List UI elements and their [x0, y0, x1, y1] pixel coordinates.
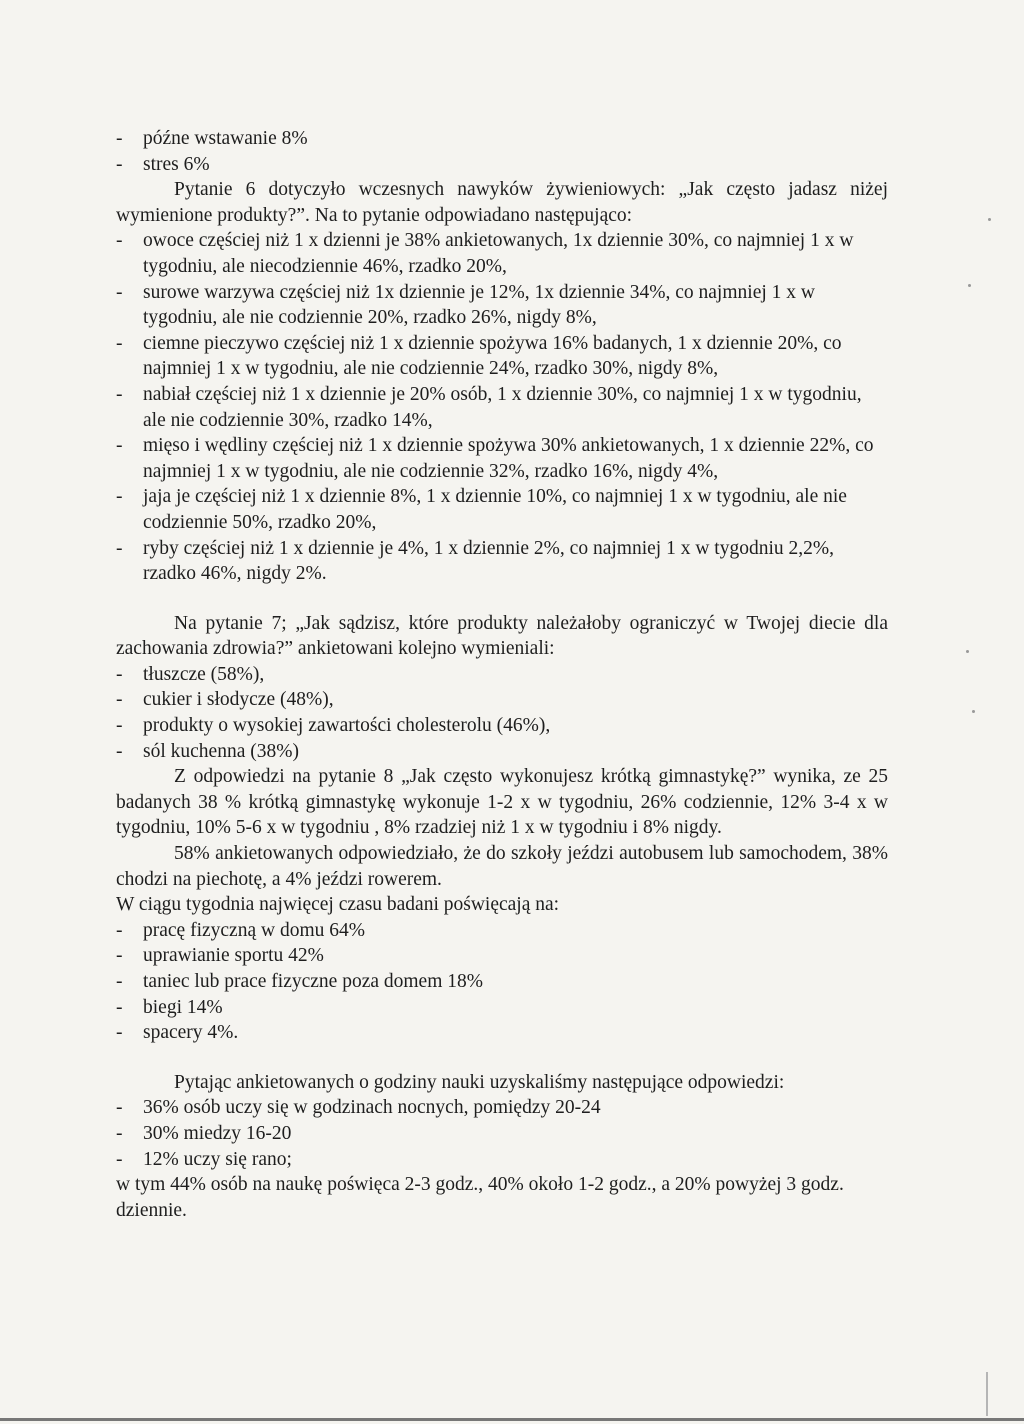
list-item — [116, 969, 888, 995]
scan-speck — [968, 284, 971, 287]
list-item — [116, 995, 888, 1021]
bullet-dash: - — [116, 1097, 123, 1119]
list-item — [116, 331, 888, 382]
list-item — [116, 1121, 888, 1147]
list-item-text: nabiał częściej niż 1 x dziennie je 20% osób, 1 x dziennie 30%, co najmniej 1 x w tygodniu, ale nie codziennie 30%, rzadko 14%, — [143, 383, 862, 431]
list-item-text: późne wstawanie 8% — [143, 128, 308, 149]
scan-bottom-edge — [0, 1418, 1024, 1421]
bullet-dash: - — [116, 1122, 123, 1144]
bullet-dash: - — [116, 919, 123, 941]
bullet-dash: - — [116, 663, 123, 685]
list-item — [116, 1095, 888, 1121]
paragraph-study-hours: Pytając ankietowanych o godziny nauki uzyskaliśmy następujące odpowiedzi: — [174, 1071, 785, 1093]
list-item-text: 36% osób uczy się w godzinach nocnych, pomiędzy 20-24 — [143, 1097, 601, 1119]
scan-edge-mark — [986, 1372, 988, 1416]
list-item-text: ciemne pieczywo częściej niż 1 x dziennie spożywa 16% badanych, 1 x dziennie 20%, co najmniej 1 x w tygodniu, ale nie codziennie 24%, rzadko 30%, nigdy 8%, — [143, 332, 842, 380]
paragraph-week-intro: W ciągu tygodnia najwięcej czasu badani poświęcają na: — [116, 894, 560, 916]
bullet-dash: - — [116, 537, 123, 559]
bullet-dash: - — [116, 486, 123, 508]
list-item-text: mięso i wędliny częściej niż 1 x dziennie spożywa 30% ankietowanych, 1 x dziennie 22%, co najmniej 1 x w tygodniu, ale nie codziennie 32%, rzadko 16%, nigdy 4%, — [143, 435, 874, 482]
bullet-dash: - — [116, 230, 123, 252]
list-item-text: tłuszcze (58%), — [143, 663, 265, 685]
bullet-dash: - — [116, 332, 123, 354]
list-item — [116, 713, 888, 739]
list-item — [116, 280, 888, 331]
list-item — [116, 662, 888, 688]
bullet-dash: - — [116, 1148, 123, 1170]
list-item — [116, 536, 888, 587]
paragraph-transport: 58% ankietowanych odpowiedziało, że do szkoły jeździ autobusem lub samochodem, 38% chodzi na piechotę, a 4% jeździ rowerem. — [116, 843, 888, 890]
bullet-dash: - — [116, 945, 123, 967]
list-item-text: jaja je częściej niż 1 x dziennie 8%, 1 x dziennie 10%, co najmniej 1 x w tygodniu, ale nie codziennie 50%, rzadko 20%, — [143, 486, 847, 533]
scan-speck — [972, 710, 975, 713]
list-item-text: owoce częściej niż 1 x dzienni je 38% ankietowanych, 1x dziennie 30%, co najmniej 1 x w tygodniu, ale niecodziennie 46%, rzadko 20%, — [143, 230, 854, 277]
list-item-text: 12% uczy się rano; — [143, 1148, 292, 1170]
list-item — [116, 152, 888, 178]
list-item-text: surowe warzywa częściej niż 1x dziennie je 12%, 1x dziennie 34%, co najmniej 1 x w tygodniu, ale nie codziennie 20%, rzadko 26%, nigdy 8%, — [143, 281, 815, 329]
list-item — [116, 943, 888, 969]
scan-speck — [966, 650, 969, 653]
list-item — [116, 918, 888, 944]
bullet-dash: - — [116, 128, 123, 149]
list-item-text: taniec lub prace fizyczne poza domem 18% — [143, 971, 484, 992]
list-item — [116, 1147, 888, 1173]
list-item — [116, 687, 888, 713]
list-item-text: cukier i słodycze (48%), — [143, 689, 334, 711]
bullet-dash: - — [116, 689, 123, 711]
list-item — [116, 484, 888, 535]
list-item-text: pracę fizyczną w domu 64% — [143, 919, 365, 941]
bullet-dash: - — [116, 281, 123, 303]
bullet-dash: - — [116, 153, 123, 175]
list-item-text: sól kuchenna (38%) — [143, 740, 299, 762]
list-item-text: stres 6% — [143, 153, 210, 175]
bullet-dash: - — [116, 996, 123, 1018]
bullet-dash: - — [116, 971, 123, 992]
spacer — [116, 1046, 888, 1070]
bullet-dash: - — [116, 1022, 123, 1044]
list-item-text: produkty o wysokiej zawartości cholesterolu (46%), — [143, 715, 551, 737]
list-item-text: spacery 4%. — [143, 1022, 239, 1044]
paragraph-question-6: Pytanie 6 dotyczyło wczesnych nawyków żywieniowych: „Jak często jadasz niżej wymienione produkty?”. Na to pytanie odpowiadano następująco: — [116, 179, 888, 226]
paragraph-question-8: Z odpowiedzi na pytanie 8 „Jak często wykonujesz krótką gimnastykę?” wynika, ze 25 badanych 38 % krótką gimnastykę wykonuje 1-2 x w tygodniu, 26% codziennie, 12% 3-4 x w tygodniu, 10% 5-6 x w tygodniu , 8% rzadziej niż 1 x w tygodniu i 8% nigdy. — [116, 766, 888, 839]
bullet-dash: - — [116, 383, 123, 405]
document-body — [116, 126, 888, 1223]
list-item — [116, 1020, 888, 1046]
list-item-text: 30% miedzy 16-20 — [143, 1122, 292, 1144]
list-item-text: ryby częściej niż 1 x dziennie je 4%, 1 x dziennie 2%, co najmniej 1 x w tygodniu 2,2%, rzadko 46%, nigdy 2%. — [143, 537, 834, 585]
list-item — [116, 126, 888, 152]
list-item — [116, 433, 888, 484]
list-item — [116, 382, 888, 433]
bullet-dash: - — [116, 740, 123, 762]
scan-speck — [988, 218, 991, 221]
spacer — [116, 587, 888, 611]
list-item — [116, 228, 888, 279]
list-item-text: biegi 14% — [143, 996, 223, 1018]
list-item-text: uprawianie sportu 42% — [143, 945, 324, 967]
bullet-dash: - — [116, 435, 123, 457]
paragraph-question-7: Na pytanie 7; „Jak sądzisz, które produkty należałoby ograniczyć w Twojej diecie dla zachowania zdrowia?” ankietowani kolejno wymieniali: — [116, 612, 888, 660]
list-item — [116, 739, 888, 765]
bullet-dash: - — [116, 715, 123, 737]
paragraph-study-summary: w tym 44% osób na naukę poświęca 2-3 godz., 40% około 1-2 godz., a 20% powyżej 3 godz. dziennie. — [116, 1174, 844, 1221]
